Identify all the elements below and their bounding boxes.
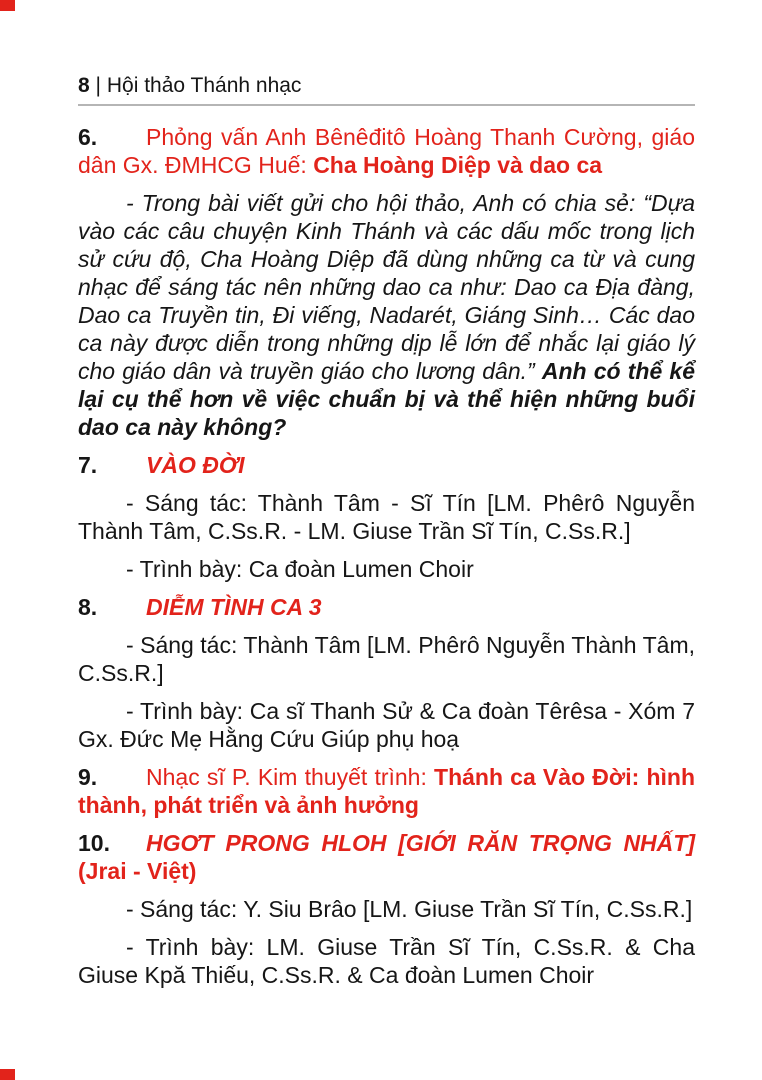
item-7-heading	[78, 451, 695, 479]
interview-question-paragraph	[78, 189, 695, 441]
interview-ask: Anh có thể kể lại cụ thể hơn về việc chuẩn bị và thể hiện những buổi dao ca này không?	[78, 358, 695, 440]
item-10-heading	[78, 829, 695, 885]
item-10-composer: - Sáng tác: Y. Siu Brâo [LM. Giuse Trần Sĩ Tín, C.Ss.R.]	[126, 896, 693, 922]
item-9-number: 9.	[78, 764, 98, 790]
interview-quote: - Trong bài viết gửi cho hội thảo, Anh có chia sẻ: “Dựa vào các câu chuyện Kinh Thánh và các dấu mốc trong lịch sử cứu độ, Cha Hoàng Diệp đã dùng những ca từ và cung nhạc để sáng tác nên những dao ca như: Dao ca Địa đàng, Dao ca Truyền tin, Đi viếng, Nadarét, Giáng Sinh… Các dao ca này được diễn trong những dịp lễ lớn để nhắc lại giáo lý cho giáo dân và truyền giáo cho lương dân.”	[78, 190, 695, 384]
item-6-number: 6.	[78, 124, 98, 150]
item-10-title: HGƠT PRONG HLOH [GIỚI RĂN TRỌNG NHẤT]	[146, 830, 695, 856]
item-7-performer: - Trình bày: Ca đoàn Lumen Choir	[126, 556, 474, 582]
red-corner-mark-bottom	[0, 1069, 15, 1080]
header-title: Hội thảo Thánh nhạc	[106, 74, 302, 97]
item-7-composer: - Sáng tác: Thành Tâm - Sĩ Tín [LM. Phêrô Nguyễn Thành Tâm, C.Ss.R. - LM. Giuse Trần Sĩ Tín, C.Ss.R.]	[78, 490, 695, 544]
item-8-composer: - Sáng tác: Thành Tâm [LM. Phêrô Nguyễn Thành Tâm, C.Ss.R.]	[78, 632, 695, 686]
item-9-lead: Nhạc sĩ P. Kim thuyết trình:	[146, 764, 435, 790]
item-9-emphasis: Thánh ca Vào Đời: hình thành, phát triển và ảnh hưởng	[78, 764, 695, 818]
item-7-number: 7.	[78, 452, 98, 478]
item-8-number: 8.	[78, 594, 98, 620]
header-separator: |	[95, 74, 101, 97]
item-8-heading	[78, 593, 695, 621]
item-10-number: 10.	[78, 830, 110, 856]
item-6-emphasis: Cha Hoàng Diệp và dao ca	[313, 152, 603, 178]
item-10-performer: - Trình bày: LM. Giuse Trần Sĩ Tín, C.Ss.R. & Cha Giuse Kpă Thiếu, C.Ss.R. & Ca đoàn Lumen Choir	[78, 934, 695, 988]
item-8-performer: - Trình bày: Ca sĩ Thanh Sử & Ca đoàn Têrêsa - Xóm 7 Gx. Đức Mẹ Hằng Cứu Giúp phụ hoạ	[78, 698, 695, 752]
item-10-subtitle: (Jrai - Việt)	[78, 858, 197, 884]
item-8-title: DIỄM TÌNH CA 3	[146, 594, 322, 620]
page-number: 8	[78, 74, 90, 97]
page-header	[78, 73, 695, 106]
item-6-lead: Phỏng vấn Anh Bênêđitô Hoàng Thanh Cường, giáo dân Gx. ĐMHCG Huế:	[78, 124, 695, 178]
red-corner-mark-top	[0, 0, 15, 11]
item-9-heading	[78, 763, 695, 819]
item-6-heading	[78, 123, 695, 179]
item-7-title: VÀO ĐỜI	[146, 452, 245, 478]
